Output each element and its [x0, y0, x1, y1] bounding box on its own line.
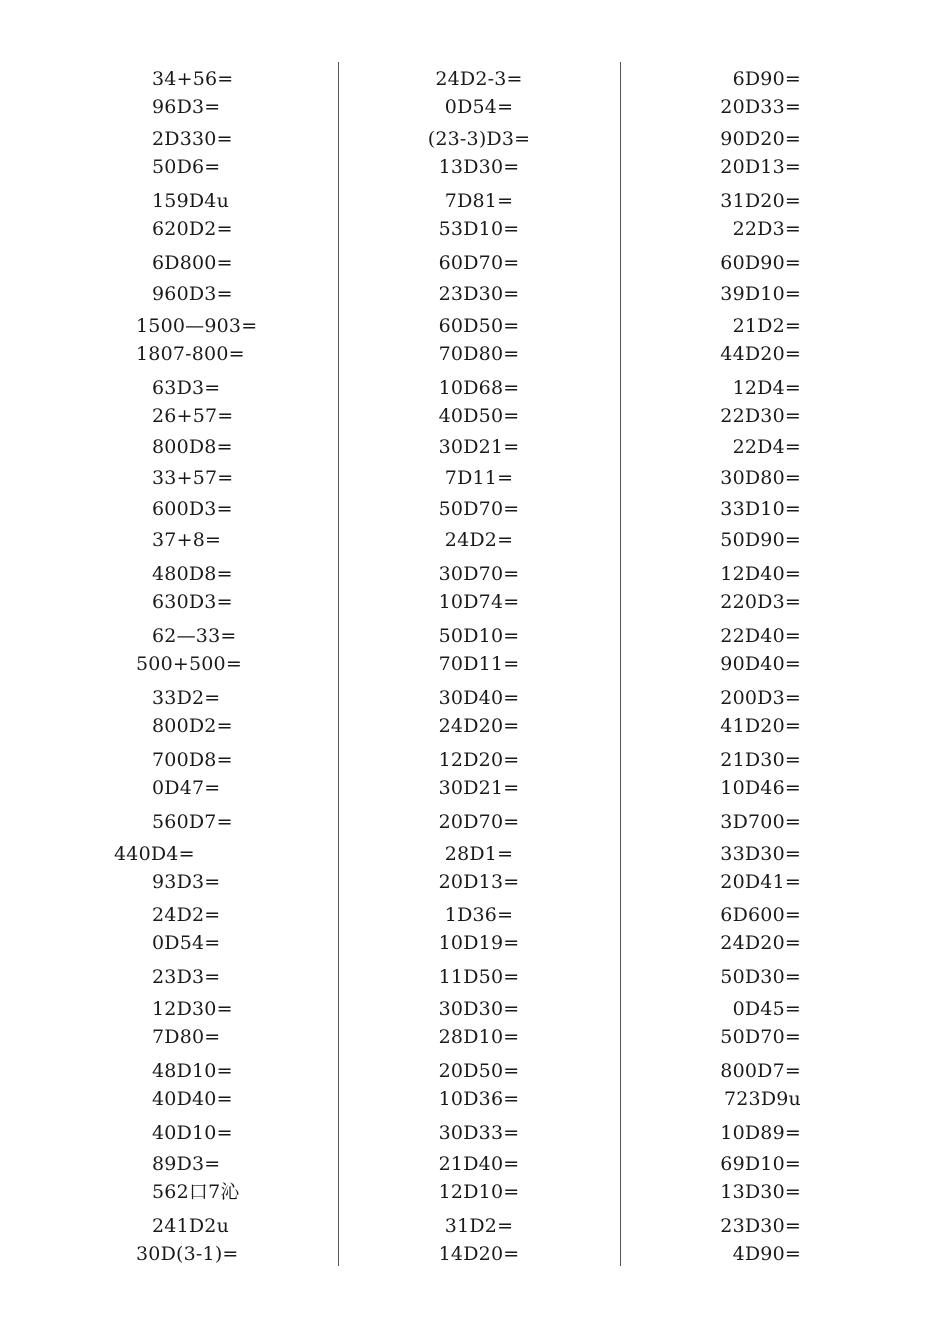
math-problem: 10D19=: [438, 932, 520, 954]
math-problem: 39D10=: [720, 283, 801, 305]
math-problem: 220D3=: [720, 591, 801, 613]
math-problem: 600D3=: [152, 498, 233, 520]
math-problem: 3D700=: [720, 811, 801, 833]
math-problem: 28D1=: [444, 843, 514, 865]
math-problem: 13D30=: [438, 156, 520, 178]
math-problem: 60D90=: [720, 252, 801, 274]
math-problem: 200D3=: [720, 687, 801, 709]
math-problem: 40D40=: [152, 1088, 233, 1110]
math-problem: 4D90=: [732, 1243, 801, 1265]
math-problem: 12D40=: [720, 563, 801, 585]
math-problem: 40D10=: [152, 1122, 233, 1144]
math-problem: 22D4=: [732, 436, 801, 458]
math-problem: 24D20=: [438, 715, 520, 737]
math-problem: 562口7沁: [152, 1181, 240, 1203]
math-problem: 20D13=: [720, 156, 801, 178]
math-problem: 241D2u: [152, 1215, 230, 1237]
math-problem: 10D46=: [720, 777, 801, 799]
math-problem: 31D20=: [720, 190, 801, 212]
math-problem: 23D30=: [720, 1215, 801, 1237]
math-problem: 23D30=: [438, 283, 520, 305]
math-problem: 24D2=: [152, 904, 221, 926]
math-problem: 723D9u: [723, 1088, 801, 1110]
math-problem: 90D20=: [720, 128, 801, 150]
math-problem: 480D8=: [152, 563, 233, 585]
math-problem: 24D2-3=: [435, 68, 523, 90]
math-problem: 30D21=: [438, 777, 520, 799]
math-problem: 12D4=: [732, 377, 801, 399]
math-problem: 90D40=: [720, 653, 801, 675]
math-problem: 7D80=: [152, 1026, 221, 1048]
math-problem: 33D2=: [152, 687, 221, 709]
math-problem: 24D2=: [444, 529, 514, 551]
math-problem: 26+57=: [152, 405, 234, 427]
math-problem: 1807-800=: [136, 343, 245, 365]
math-problem: 20D50=: [438, 1060, 520, 1082]
math-problem: 500+500=: [136, 653, 242, 675]
math-problem: 800D7=: [720, 1060, 801, 1082]
math-problem: 28D10=: [438, 1026, 520, 1048]
math-problem: 440D4=: [114, 843, 195, 865]
math-problem: 6D800=: [152, 252, 233, 274]
math-problem: 40D50=: [438, 405, 520, 427]
math-problem: 21D30=: [720, 749, 801, 771]
math-problem: 33D10=: [720, 498, 801, 520]
math-problem: 1500—903=: [136, 315, 258, 337]
math-problem: 24D20=: [720, 932, 801, 954]
math-problem: 21D40=: [438, 1153, 520, 1175]
math-problem: 12D20=: [438, 749, 520, 771]
math-problem: 50D10=: [438, 625, 520, 647]
problem-column-2: [369, 0, 589, 1344]
math-problem: 7D81=: [444, 190, 514, 212]
math-problem: 21D2=: [732, 315, 801, 337]
math-problem: 50D30=: [720, 966, 801, 988]
math-problem: 34+56=: [152, 68, 234, 90]
math-problem: 0D54=: [152, 932, 221, 954]
math-problem: 48D10=: [152, 1060, 233, 1082]
math-problem: 7D11=: [444, 467, 514, 489]
math-problem: 37+8=: [152, 529, 222, 551]
math-problem: 63D3=: [152, 377, 221, 399]
math-problem: 13D30=: [720, 1181, 801, 1203]
math-problem: 10D36=: [438, 1088, 520, 1110]
math-problem: 700D8=: [152, 749, 233, 771]
math-problem: 10D68=: [438, 377, 520, 399]
math-problem: 560D7=: [152, 811, 233, 833]
math-problem: 22D30=: [720, 405, 801, 427]
math-problem: 62—33=: [152, 625, 237, 647]
math-problem: 23D3=: [152, 966, 221, 988]
math-problem: 50D70=: [438, 498, 520, 520]
math-problem: 41D20=: [720, 715, 801, 737]
math-problem: 2D330=: [152, 128, 233, 150]
math-problem: 60D50=: [438, 315, 520, 337]
math-problem: 620D2=: [152, 218, 233, 240]
math-problem: 70D80=: [438, 343, 520, 365]
math-problem: 70D11=: [438, 653, 520, 675]
math-problem: 50D6=: [152, 156, 221, 178]
math-problem: 159D4u: [152, 190, 230, 212]
math-problem: 33D30=: [720, 843, 801, 865]
math-problem: 30D70=: [438, 563, 520, 585]
math-problem: 12D30=: [152, 998, 233, 1020]
math-problem: 93D3=: [152, 871, 221, 893]
math-problem: 69D10=: [720, 1153, 801, 1175]
math-problem: 960D3=: [152, 283, 233, 305]
math-problem: 14D20=: [438, 1243, 520, 1265]
math-problem: 30D40=: [438, 687, 520, 709]
math-problem: 20D13=: [438, 871, 520, 893]
math-problem: 11D50=: [438, 966, 520, 988]
math-problem: 1D36=: [444, 904, 514, 926]
math-problem: 60D70=: [438, 252, 520, 274]
math-problem: (23-3)D3=: [427, 128, 531, 150]
math-problem: 50D90=: [720, 529, 801, 551]
math-problem: 44D20=: [720, 343, 801, 365]
problem-column-1: [114, 0, 372, 1344]
math-problem: 800D2=: [152, 715, 233, 737]
math-problem: 630D3=: [152, 591, 233, 613]
math-problem: 33+57=: [152, 467, 234, 489]
math-problem: 12D10=: [438, 1181, 520, 1203]
math-problem: 31D2=: [444, 1215, 514, 1237]
math-problem: 22D3=: [732, 218, 801, 240]
math-problem: 30D(3-1)=: [136, 1243, 239, 1265]
math-problem: 50D70=: [720, 1026, 801, 1048]
math-problem: 30D21=: [438, 436, 520, 458]
math-problem: 6D600=: [720, 904, 801, 926]
math-problem: 96D3=: [152, 96, 221, 118]
math-problem: 20D33=: [720, 96, 801, 118]
math-problem: 53D10=: [438, 218, 520, 240]
math-problem: 800D8=: [152, 436, 233, 458]
problem-column-3: [581, 0, 801, 1344]
math-problem: 0D45=: [732, 998, 801, 1020]
math-problem: 10D74=: [438, 591, 520, 613]
math-problem: 10D89=: [720, 1122, 801, 1144]
math-problem: 30D30=: [438, 998, 520, 1020]
math-problem: 89D3=: [152, 1153, 221, 1175]
math-problem: 0D47=: [152, 777, 221, 799]
math-problem: 30D80=: [720, 467, 801, 489]
math-problem: 0D54=: [444, 96, 514, 118]
math-problem: 20D70=: [438, 811, 520, 833]
math-problem: 20D41=: [720, 871, 801, 893]
math-problem: 30D33=: [438, 1122, 520, 1144]
math-problem: 22D40=: [720, 625, 801, 647]
math-problem: 6D90=: [732, 68, 801, 90]
